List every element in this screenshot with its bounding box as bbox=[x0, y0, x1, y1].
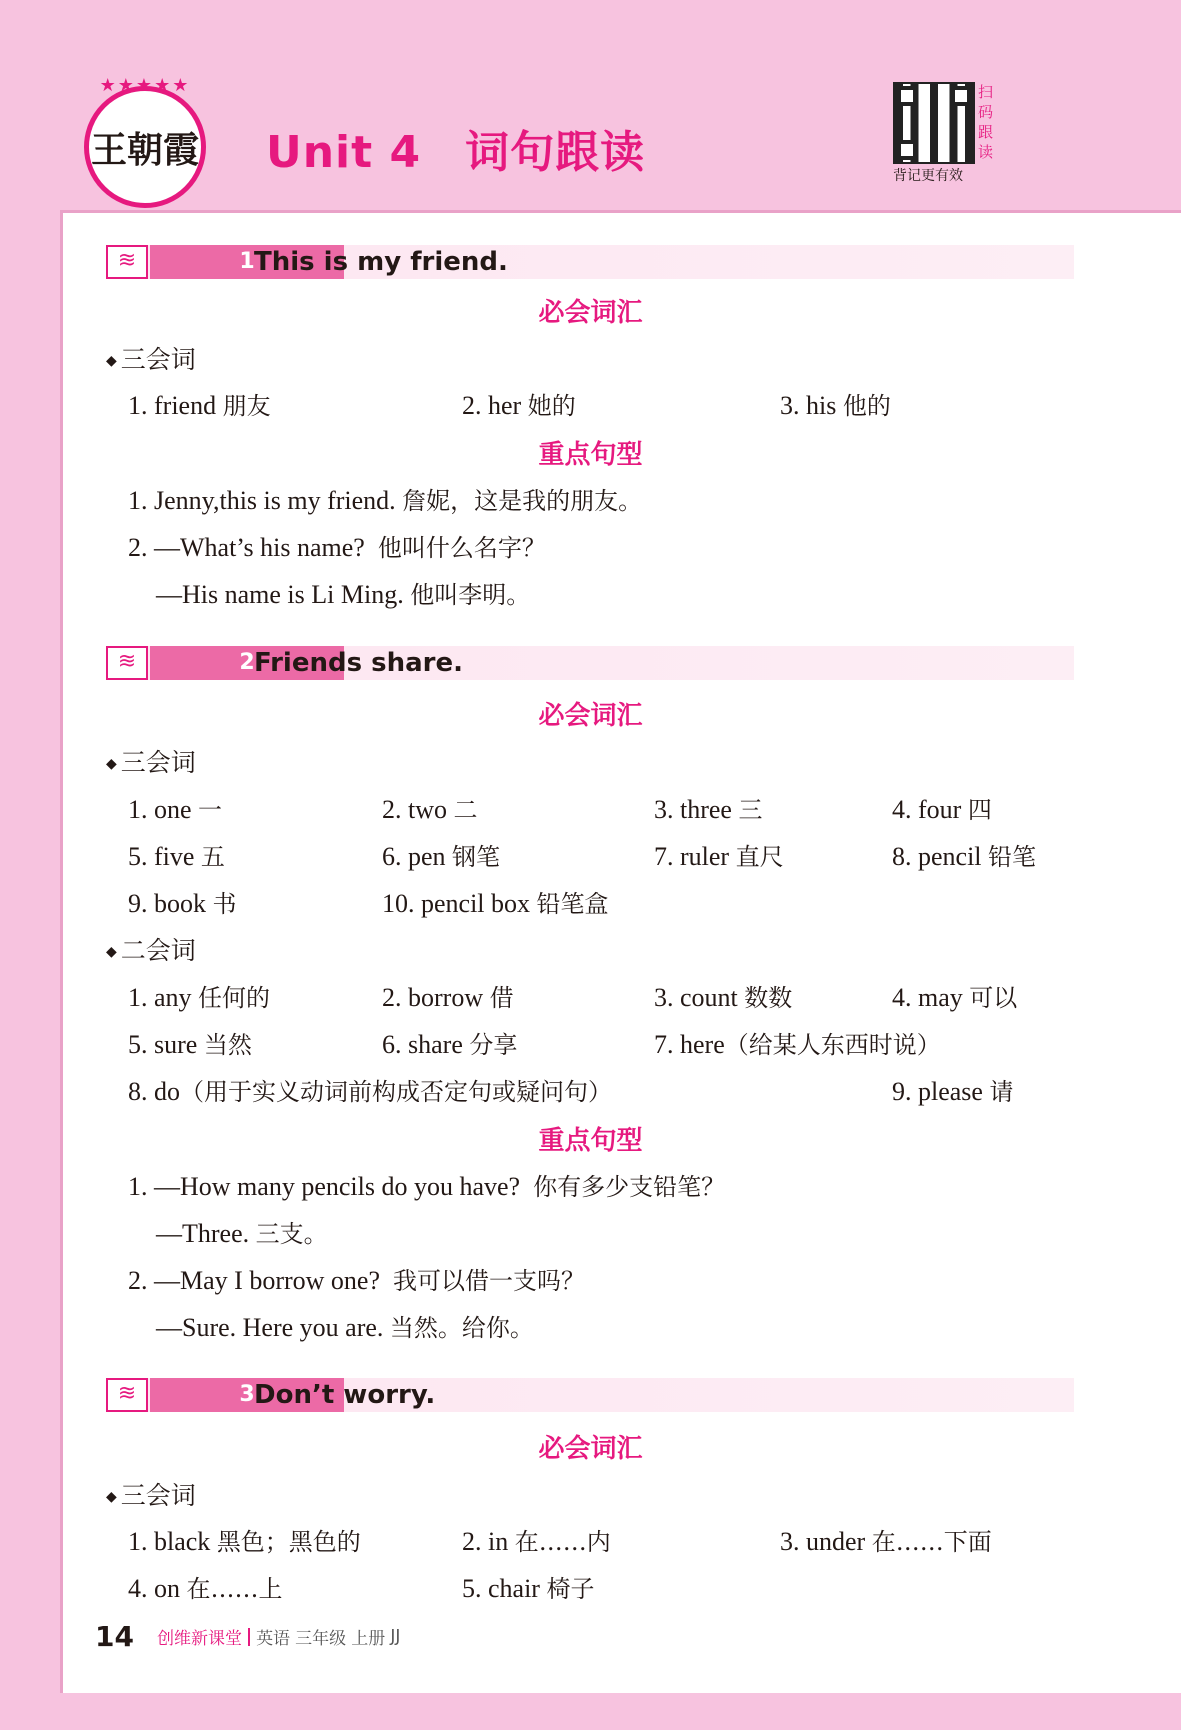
word-item: 3. count 数数 bbox=[654, 983, 793, 1012]
sentence-heading: 重点句型 bbox=[538, 1126, 643, 1156]
word-item: 10. pencil box 铅笔盒 bbox=[382, 889, 609, 918]
sentence-heading: 重点句型 bbox=[538, 440, 643, 470]
word-item: 4. on 在……上 bbox=[128, 1574, 283, 1603]
page-footer bbox=[95, 1620, 400, 1653]
footer-volume: 上册 bbox=[351, 1629, 386, 1649]
lesson-1-bar bbox=[106, 245, 1074, 279]
wave-icon: ≋ bbox=[106, 1378, 148, 1412]
sentence-item: —Sure. Here you are. 当然。给你。 bbox=[156, 1313, 534, 1342]
word-item: 5. five 五 bbox=[128, 842, 225, 871]
word-item: 8. do（用于实义动词前构成否定句或疑问句） bbox=[128, 1077, 612, 1106]
word-item: 3. three 三 bbox=[654, 795, 763, 824]
word-item: 2. her 她的 bbox=[462, 391, 576, 420]
word-item: 5. chair 椅子 bbox=[462, 1574, 595, 1603]
footer-brand: 创维新课堂 bbox=[157, 1629, 243, 1649]
lesson-2-bar bbox=[106, 646, 1074, 680]
lesson-number: 2 bbox=[150, 646, 344, 680]
word-item: 1. friend 朋友 bbox=[128, 391, 271, 420]
word-item: 1. black 黑色；黑色的 bbox=[128, 1527, 361, 1556]
word-item: 5. sure 当然 bbox=[128, 1030, 252, 1059]
word-item: 4. may 可以 bbox=[892, 983, 1018, 1012]
sentence-item: 2. —May I borrow one? 我可以借一支吗？ bbox=[128, 1266, 585, 1295]
lesson-number: 3 bbox=[150, 1378, 344, 1412]
unit-subtitle: 词句跟读 bbox=[465, 127, 646, 178]
logo-text: 王朝霞 bbox=[90, 128, 199, 171]
word-item: 6. share 分享 bbox=[382, 1030, 518, 1059]
vocab-heading: 必会词汇 bbox=[538, 1434, 643, 1464]
word-item: 3. his 他的 bbox=[780, 391, 891, 420]
lesson-3-bar bbox=[106, 1378, 1074, 1412]
sentence-item: 1. —How many pencils do you have? 你有多少支铅笔？ bbox=[128, 1172, 726, 1201]
unit-label: Unit 4 bbox=[266, 127, 422, 178]
word-item: 7. here（给某人东西时说） bbox=[654, 1030, 941, 1059]
word-item: 7. ruler 直尺 bbox=[654, 842, 784, 871]
footer-subject: 英语 bbox=[256, 1629, 291, 1649]
lesson-title: Don’t worry. bbox=[254, 1380, 436, 1410]
sentence-item: —Three. 三支。 bbox=[156, 1219, 328, 1248]
qr-caption: 背记更有效 bbox=[893, 168, 963, 184]
category-label: ◆ 二会词 bbox=[106, 936, 196, 965]
page-title bbox=[266, 116, 645, 180]
word-item: 1. one 一 bbox=[128, 795, 223, 824]
diamond-icon: ◆ bbox=[106, 756, 117, 772]
category-label: ◆ 三会词 bbox=[106, 1481, 196, 1510]
vocab-heading: 必会词汇 bbox=[538, 298, 643, 328]
wave-icon: ≋ bbox=[106, 646, 148, 680]
page-number: 14 bbox=[95, 1620, 134, 1653]
page-content-area bbox=[60, 210, 1181, 1693]
lesson-title: Friends share. bbox=[254, 648, 463, 678]
lesson-title: This is my friend. bbox=[254, 247, 508, 277]
diamond-icon: ◆ bbox=[106, 353, 117, 369]
word-item: 2. borrow 借 bbox=[382, 983, 514, 1012]
category-label: ◆ 三会词 bbox=[106, 748, 196, 777]
word-item: 8. pencil 铅笔 bbox=[892, 842, 1037, 871]
diamond-icon: ◆ bbox=[106, 944, 117, 960]
sentence-item: 1. Jenny,this is my friend. 詹妮，这是我的朋友。 bbox=[128, 486, 643, 515]
word-item: 2. two 二 bbox=[382, 795, 478, 824]
word-item: 9. book 书 bbox=[128, 889, 237, 918]
publisher-logo bbox=[84, 75, 206, 208]
word-item: 2. in 在……内 bbox=[462, 1527, 611, 1556]
lesson-number: 1 bbox=[150, 245, 344, 279]
wave-icon: ≋ bbox=[106, 245, 148, 279]
sentence-item: —His name is Li Ming. 他叫李明。 bbox=[156, 580, 531, 609]
qr-code-icon[interactable] bbox=[893, 82, 975, 164]
sentence-item: 2. —What’s his name? 他叫什么名字？ bbox=[128, 533, 546, 562]
qr-side-label: 扫 码 跟 读 bbox=[978, 83, 994, 161]
word-item: 3. under 在……下面 bbox=[780, 1527, 992, 1556]
vocab-heading: 必会词汇 bbox=[538, 701, 643, 731]
diamond-icon: ◆ bbox=[106, 1489, 117, 1505]
word-item: 6. pen 钢笔 bbox=[382, 842, 501, 871]
footer-edition: JJ bbox=[390, 1626, 401, 1647]
word-item: 1. any 任何的 bbox=[128, 983, 271, 1012]
category-label: ◆ 三会词 bbox=[106, 345, 196, 374]
footer-grade: 三年级 bbox=[295, 1629, 347, 1649]
word-item: 9. please 请 bbox=[892, 1077, 1014, 1106]
word-item: 4. four 四 bbox=[892, 795, 992, 824]
logo-stars-icon: ★★★★★ bbox=[99, 75, 191, 95]
